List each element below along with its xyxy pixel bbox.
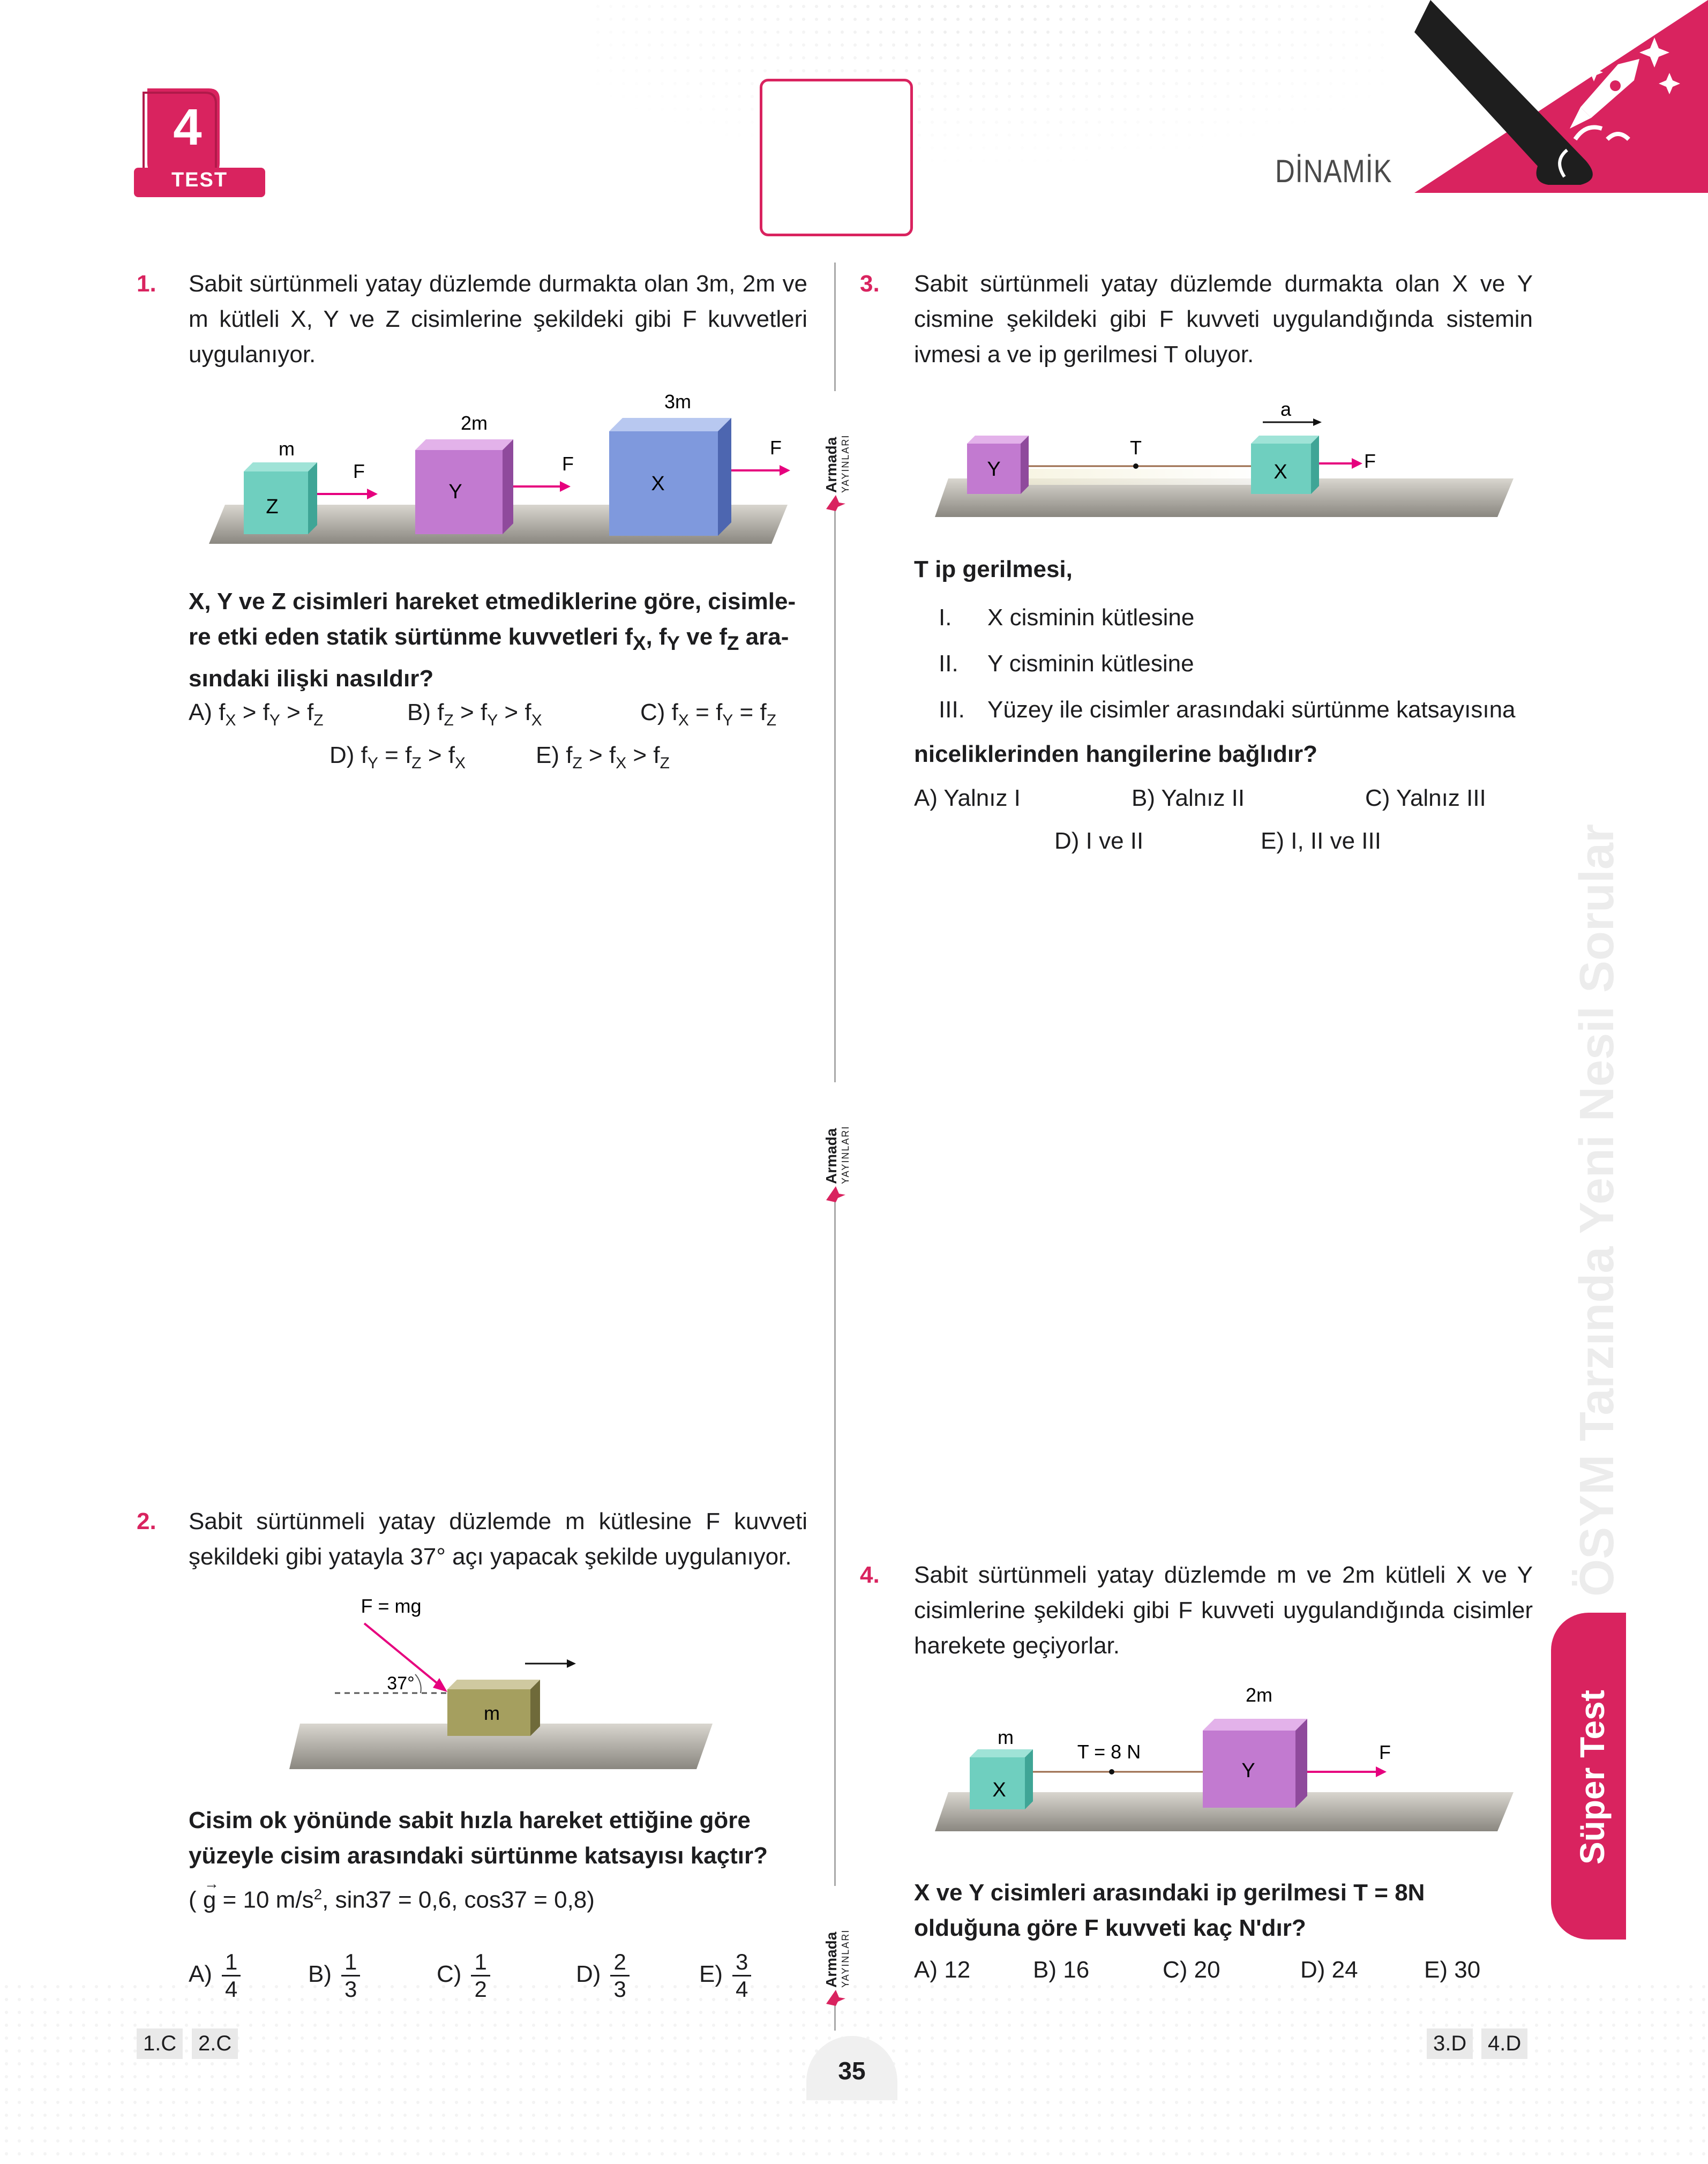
q4-prompt: X ve Y cisimleri arasındaki ip gerilmesi T = 8N olduğuna göre F kuvveti kaç N'dır?: [914, 1880, 1425, 1941]
q2-given: ( → g = 10 $m/s^2$, sin37 = 0,6, cos37 = 0,8): [189, 1875, 595, 1913]
answer-key-1: 1.C: [137, 2028, 183, 2059]
q1-option-e[interactable]: E) $f_Z > f_X > f_Z$: [536, 742, 670, 772]
publisher-star-icon: [824, 1184, 848, 1203]
q4-option-c[interactable]: C) 20: [1163, 1957, 1220, 1983]
q3-item-2-roman: II.: [939, 650, 958, 677]
q4-tension-label: T = 8 N: [1077, 1741, 1141, 1763]
q1-number: 1.: [137, 271, 156, 297]
q3-number: 3.: [860, 271, 880, 297]
q3-figure: [930, 391, 1524, 520]
publisher-logo-bottom: Armada YAYINLARI: [820, 1886, 852, 2004]
q1-force-arrow-y: [513, 481, 571, 492]
q4-figure: [930, 1682, 1524, 1838]
answer-key-4: 4.D: [1481, 2028, 1527, 2059]
q1-block-x: [609, 418, 731, 536]
publisher-star-icon: [824, 1988, 848, 2007]
q2-number: 2.: [137, 1508, 156, 1534]
q4-number: 4.: [860, 1562, 880, 1588]
q4-option-e[interactable]: E) 30: [1424, 1957, 1481, 1983]
q3-item-2-text: Y cisminin kütlesine: [987, 650, 1194, 677]
q3-text: Sabit sürtünmeli yatay düzlemde durmakta olan X ve Y cismine şekildeki gibi F kuvveti uygulandığında sistemin ivmesi a ve ip gerilmesi T oluyor.: [914, 271, 1533, 368]
q3-tension-label: T: [1130, 437, 1142, 459]
q3-y-label: Y: [987, 458, 1001, 481]
q1-force-arrow-z: [317, 489, 378, 499]
series-title: ÖSYM Tarzında Yeni Nesil Sorular: [1570, 823, 1624, 1597]
q2-option-d[interactable]: D) $\frac{2}{3}$: [576, 1949, 630, 2002]
q1-option-c[interactable]: C) $f_X = f_Y = f_Z$: [640, 699, 777, 729]
publisher-logo-middle: Armada YAYINLARI: [820, 1082, 852, 1200]
q1-option-d[interactable]: D) $f_Y = f_Z > f_X$: [329, 742, 466, 772]
q3-item-3-text: Yüzey ile cisimler arasındaki sürtünme katsayısına: [987, 697, 1516, 723]
chapter-title: DİNAMİK: [1275, 153, 1392, 189]
q2-force-label: F = mg: [361, 1595, 422, 1617]
q1-x-mass: 3m: [664, 391, 692, 413]
q1-text: Sabit sürtünmeli yatay düzlemde durmakta olan 3m, 2m ve m kütleli X, Y ve Z cisimlerine şekildeki gibi F kuvvetleri uygulanıyor.: [189, 271, 807, 368]
q2-prompt: Cisim ok yönünde sabit hızla hareket ettiğine göre yüzeyle cisim arasındaki sürtünme katsayısı kaçtır?: [189, 1807, 768, 1869]
rocket-corner-decoration: [1414, 0, 1708, 198]
q4-y-label: Y: [1241, 1759, 1255, 1782]
q3-option-e[interactable]: E) I, II ve III: [1261, 828, 1381, 854]
q1-block-y: [415, 439, 513, 534]
q3-accel-arrow: [1263, 418, 1322, 426]
q4-option-a[interactable]: A) 12: [914, 1957, 971, 1983]
q1-z-label: Z: [266, 496, 279, 518]
q3-prompt-end: niceliklerinden hangilerine bağlıdır?: [914, 741, 1318, 767]
test-badge: [134, 88, 268, 201]
q4-x-label: X: [992, 1779, 1006, 1801]
q3-x-label: X: [1273, 461, 1287, 483]
q1-y-mass: 2m: [460, 412, 488, 434]
q1-figure: [204, 391, 793, 552]
q3-option-c[interactable]: C) Yalnız III: [1365, 785, 1486, 811]
q3-prompt: T ip gerilmesi,: [914, 556, 1073, 582]
q4-force-label: F: [1379, 1741, 1391, 1763]
q1-option-a[interactable]: A) $f_X > f_Y > f_Z$: [189, 699, 324, 729]
q3-tension-point: [1133, 463, 1138, 469]
q1-block-z: [244, 462, 317, 534]
q2-text: Sabit sürtünmeli yatay düzlemde m kütlesine F kuvveti şekildeki gibi yatayla 37° açı yapacak şekilde uygulanıyor.: [189, 1508, 807, 1570]
header-empty-box: [760, 79, 913, 236]
super-test-label: Süper Test: [1573, 1690, 1612, 1865]
q4-y-mass: 2m: [1245, 1684, 1273, 1706]
q1-option-b[interactable]: B) $f_Z > f_Y > f_X$: [407, 699, 542, 729]
q1-z-mass: m: [279, 438, 295, 460]
q3-option-b[interactable]: B) Yalnız II: [1132, 785, 1245, 811]
q2-option-b[interactable]: B) $\frac{1}{3}$: [308, 1949, 360, 2002]
test-label: TEST: [171, 169, 228, 191]
test-number: 4: [173, 99, 202, 156]
q1-force-arrow-x: [731, 465, 790, 476]
q4-text: Sabit sürtünmeli yatay düzlemde m ve 2m kütleli X ve Y cisimlerine şekildeki gibi F kuvveti uygulandığında cisimler harekete geçiyorlar.: [914, 1562, 1533, 1659]
q4-option-d[interactable]: D) 24: [1300, 1957, 1358, 1983]
answer-key-3: 3.D: [1427, 2028, 1473, 2059]
q2-option-c[interactable]: C) $\frac{1}{2}$: [437, 1949, 490, 2002]
q3-accel-label: a: [1280, 398, 1292, 420]
q3-force-arrow: [1319, 458, 1362, 469]
q3-force-label: F: [1364, 450, 1376, 472]
q3-item-1-roman: I.: [939, 604, 952, 631]
q1-prompt: X, Y ve Z cisimleri hareket etmediklerine göre, cisimle- re etki eden statik sürtünme kuvvetleri $f_X$, $f_Y$ ve $f_Z$ ara- sındaki ilişki nasıldır?: [189, 588, 796, 692]
q1-force-label-3: F: [770, 437, 782, 459]
publisher-logo-top: Armada YAYINLARI: [820, 391, 852, 509]
q2-angle-arc: [415, 1674, 421, 1693]
q3-option-a[interactable]: A) Yalnız I: [914, 785, 1021, 811]
q1-force-label-2: F: [562, 453, 574, 475]
q2-option-a[interactable]: A) $\frac{1}{4}$: [189, 1949, 241, 2002]
q1-force-label-1: F: [353, 460, 365, 482]
q2-figure: [284, 1591, 723, 1773]
q2-mass-label: m: [484, 1702, 500, 1724]
q2-option-e[interactable]: E) $\frac{3}{4}$: [699, 1949, 751, 2002]
q4-x-mass: m: [998, 1726, 1014, 1748]
answer-key-2: 2.C: [192, 2028, 238, 2059]
q1-x-label: X: [651, 473, 665, 495]
q4-tension-point: [1109, 1769, 1114, 1774]
q3-item-3-roman: III.: [939, 697, 965, 723]
publisher-star-icon: [824, 493, 848, 512]
q4-force-arrow: [1307, 1766, 1387, 1777]
q3-option-d[interactable]: D) I ve II: [1054, 828, 1144, 854]
q2-motion-arrow: [525, 1659, 576, 1668]
q2-angle-label: 37°: [387, 1673, 415, 1694]
q3-item-1-text: X cisminin kütlesine: [987, 604, 1195, 631]
q1-y-label: Y: [448, 481, 462, 503]
page-number: 35: [838, 2057, 866, 2085]
q4-option-b[interactable]: B) 16: [1033, 1957, 1090, 1983]
